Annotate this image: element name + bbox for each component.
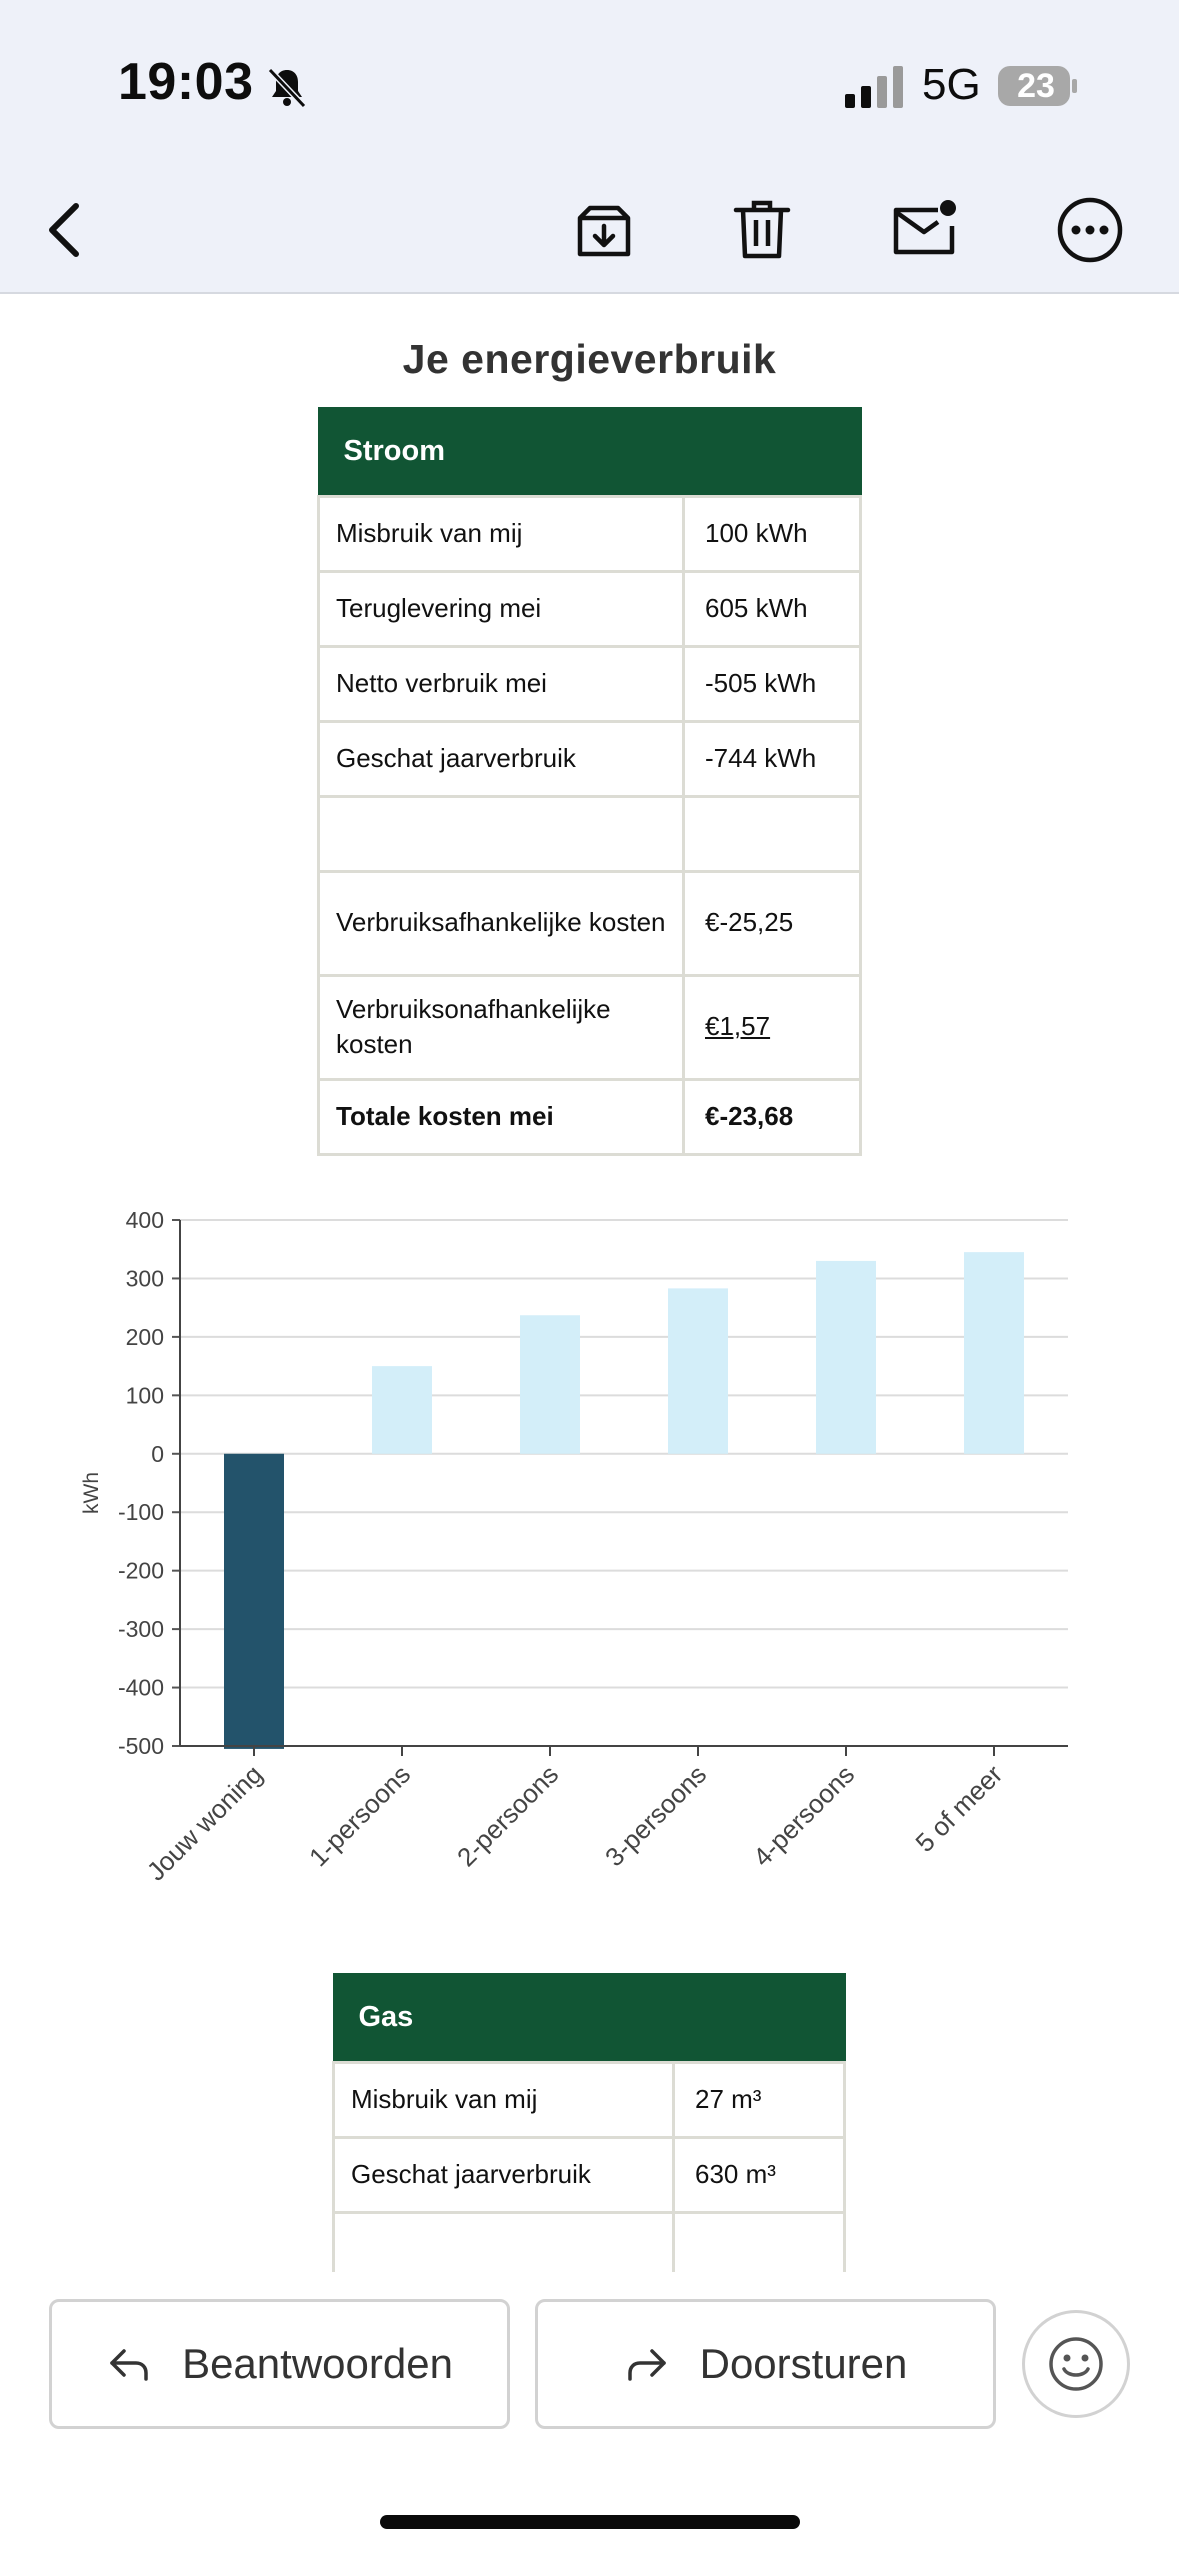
reply-button[interactable]	[49, 2299, 510, 2429]
row-label: Totale kosten mei	[319, 1079, 684, 1154]
x-tick-label: 5 of meer	[909, 1759, 1009, 1858]
battery-level: 23	[1017, 67, 1055, 105]
row-label: Misbruik van mij	[334, 2062, 674, 2137]
x-tick-label: Jouw woning	[140, 1759, 269, 1887]
row-label: Misbruik van mij	[319, 496, 684, 571]
table-row	[319, 975, 861, 1079]
row-value: -505 kWh	[684, 646, 861, 721]
table-row	[319, 721, 861, 796]
y-tick-label: 400	[125, 1207, 164, 1233]
mark-unread-button[interactable]	[884, 190, 964, 270]
stroom-table	[317, 407, 862, 1156]
top-bar	[0, 0, 1179, 294]
table-row	[319, 871, 861, 975]
bar	[372, 1366, 432, 1454]
x-tick-label: 2-persoons	[451, 1759, 565, 1873]
row-label: Geschat jaarverbruik	[334, 2137, 674, 2212]
y-tick-label: 0	[151, 1440, 164, 1467]
row-value: -744 kWh	[684, 721, 861, 796]
archive-button[interactable]	[564, 190, 644, 270]
y-axis-title: kWh	[80, 1472, 103, 1514]
table-row	[319, 646, 861, 721]
y-tick-label: -300	[117, 1616, 164, 1643]
row-value: 27 m³	[674, 2062, 845, 2137]
network-type: 5G	[922, 60, 981, 109]
email-heading: Je energieverbruik	[402, 336, 777, 382]
table-row	[334, 2137, 845, 2212]
emoji-smile-icon	[1047, 2335, 1105, 2393]
home-indicator[interactable]	[380, 2515, 800, 2529]
bell-muted-icon	[262, 62, 312, 112]
row-value: €-23,68	[684, 1079, 861, 1154]
forward-arrow-icon	[624, 2341, 670, 2387]
y-tick-label: 100	[125, 1382, 164, 1409]
reply-arrow-icon	[106, 2341, 152, 2387]
table-row	[319, 496, 861, 571]
bar	[964, 1252, 1024, 1454]
row-label	[319, 796, 684, 871]
row-label: Netto verbruik mei	[319, 646, 684, 721]
table-row	[334, 2062, 845, 2137]
trash-icon	[726, 194, 798, 266]
more-horizontal-icon	[1054, 194, 1126, 266]
y-tick-label: -400	[117, 1674, 164, 1701]
back-button[interactable]	[26, 190, 106, 270]
x-tick-label: 1-persoons	[303, 1759, 417, 1873]
x-tick-label: 4-persoons	[747, 1759, 861, 1873]
row-label: Verbruiksafhankelijke kosten	[319, 871, 684, 975]
archive-download-icon	[568, 194, 640, 266]
bar	[520, 1315, 580, 1454]
y-tick-label: -500	[117, 1733, 164, 1759]
row-label: Teruglevering mei	[319, 571, 684, 646]
row-value: 100 kWh	[684, 496, 861, 571]
row-value: 605 kWh	[684, 571, 861, 646]
row-value: €-25,25	[684, 871, 861, 975]
y-tick-label: -200	[117, 1557, 164, 1584]
reply-label: Beantwoorden	[182, 2340, 453, 2387]
bar	[816, 1261, 876, 1454]
bar	[224, 1454, 284, 1749]
forward-button[interactable]	[535, 2299, 996, 2429]
delete-button[interactable]	[722, 190, 802, 270]
stroom-table-title: Stroom	[319, 408, 861, 496]
table-row	[319, 571, 861, 646]
table-row-total	[319, 1079, 861, 1154]
row-label: Verbruiksonafhankelijke kosten	[319, 975, 684, 1079]
x-tick-label: 3-persoons	[599, 1759, 713, 1873]
chevron-left-icon	[30, 194, 102, 266]
y-tick-label: -100	[117, 1499, 164, 1526]
table-row-empty	[319, 796, 861, 871]
row-value: 630 m³	[674, 2137, 845, 2212]
gas-table	[332, 1973, 846, 2289]
emoji-reaction-button[interactable]	[1022, 2310, 1130, 2418]
row-label: Geschat jaarverbruik	[319, 721, 684, 796]
cellular-signal-icon	[845, 66, 907, 110]
y-tick-label: 300	[125, 1265, 164, 1292]
y-tick-label: 200	[125, 1323, 164, 1350]
status-time: 19:03	[118, 53, 254, 111]
forward-label: Doorsturen	[699, 2340, 908, 2387]
mail-unread-icon	[888, 194, 960, 266]
usage-bar-chart	[60, 1200, 1090, 1920]
fixed-costs-link[interactable]: €1,57	[705, 1011, 771, 1042]
more-button[interactable]	[1050, 190, 1130, 270]
gas-table-title: Gas	[334, 1974, 845, 2062]
row-value	[684, 796, 861, 871]
bar	[668, 1288, 728, 1453]
